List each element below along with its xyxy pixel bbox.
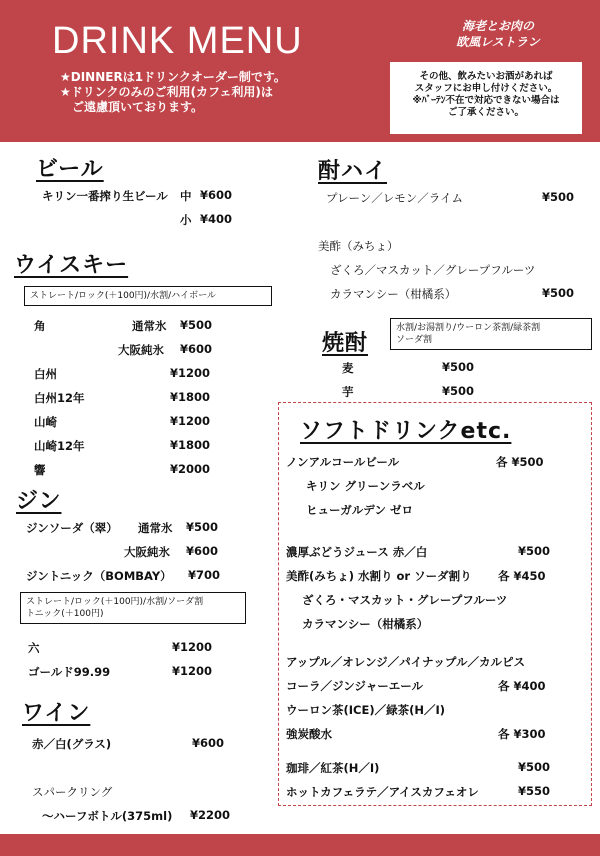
whisky-price: ¥1800 <box>170 438 211 452</box>
gin-style-line: ストレート/ロック(＋100円)/水割/ソーダ割 <box>26 597 204 607</box>
chuhai-heading: 酎ハイ <box>318 159 388 184</box>
order-notes <box>60 70 286 115</box>
whisky-item-name: 角 <box>34 319 46 333</box>
gin-price: ¥1200 <box>172 664 213 678</box>
chuhai-item-name: カラマンシー（柑橘系） <box>330 287 457 301</box>
gin-item-name: ゴールド99.99 <box>28 665 111 679</box>
whisky-item-name: 白州 <box>34 367 57 381</box>
gin-style-box <box>20 592 246 624</box>
whisky-heading: ウイスキー <box>14 253 129 278</box>
soft-price: ¥500 <box>518 544 551 558</box>
shochu-item-name: 芋 <box>342 385 354 399</box>
whisky-item-name: 山崎 <box>34 415 57 429</box>
soft-item-name: コーラ／ジンジャーエール <box>286 679 423 693</box>
gin-price: ¥500 <box>186 520 219 534</box>
whisky-item-name: 白州12年 <box>34 391 85 405</box>
info-line: スタッフにお申し付けください。 <box>414 83 558 94</box>
gin-style-line: トニック(＋100円) <box>26 609 104 619</box>
whisky-item-name: 山崎12年 <box>34 439 85 453</box>
soft-price: ¥500 <box>518 760 551 774</box>
wine-heading: ワイン <box>22 701 91 726</box>
whisky-price: ¥1800 <box>170 390 211 404</box>
beer-price: ¥600 <box>200 188 233 202</box>
gin-item-name: ジンソーダ（翠） <box>26 521 118 535</box>
ice-type: 通常氷 <box>132 319 167 333</box>
chuhai-item-name: 美酢（みちょ） <box>318 239 399 253</box>
shochu-style-line: ソーダ割 <box>396 335 433 345</box>
soft-price: 各 ¥500 <box>496 455 544 469</box>
chuhai-item-name: プレーン／レモン／ライム <box>326 191 463 205</box>
whisky-price: ¥1200 <box>170 366 211 380</box>
order-note: ★ドリンクのみのご利用(カフェ利用)は <box>60 85 273 99</box>
beer-size: 小 <box>180 213 192 227</box>
wine-price: ¥2200 <box>190 808 231 822</box>
footer-banner <box>0 834 600 856</box>
shochu-item-name: 麦 <box>342 361 354 375</box>
soft-item-name: 美酢(みちょ) 水割り or ソーダ割り <box>286 569 472 583</box>
gin-price: ¥600 <box>186 544 219 558</box>
soft-flavors: ざくろ・マスカット・グレープフルーツ <box>302 593 508 607</box>
whisky-price: ¥600 <box>180 342 213 356</box>
soft-item-name: キリン グリーンラベル <box>306 479 425 493</box>
shochu-heading: 焼酎 <box>322 331 369 356</box>
info-line: ご了承ください。 <box>447 107 524 118</box>
soft-price: ¥550 <box>518 784 551 798</box>
soft-price: 各 ¥450 <box>498 569 546 583</box>
shochu-style-line: 水割/お湯割り/ウーロン茶割/緑茶割 <box>396 323 541 333</box>
soft-item-name: ヒューガルデン ゼロ <box>306 503 414 517</box>
info-line: その他、飲みたいお酒があれば <box>419 71 553 82</box>
chuhai-price: ¥500 <box>542 286 575 300</box>
whisky-price: ¥1200 <box>170 414 211 428</box>
soft-item-name: 珈琲／紅茶(H／I) <box>286 761 380 775</box>
gin-price: ¥700 <box>188 568 221 582</box>
gin-price: ¥1200 <box>172 640 213 654</box>
soft-drink-heading: ソフトドリンクetc. <box>300 419 512 444</box>
soft-item-name: ノンアルコールビール <box>286 455 400 469</box>
wine-item-name: 赤／白(グラス) <box>32 737 112 751</box>
gin-item-name: 六 <box>28 641 40 655</box>
soft-flavors: カラマンシー（柑橘系） <box>302 617 429 631</box>
shochu-price: ¥500 <box>442 384 475 398</box>
beer-heading: ビール <box>36 157 104 182</box>
beer-size: 中 <box>180 189 192 203</box>
chuhai-flavors: ざくろ／マスカット／グレープフルーツ <box>330 263 536 277</box>
wine-item-name: スパークリング <box>32 785 113 799</box>
ice-type: 大阪純氷 <box>118 343 164 357</box>
tagline-line: 欧風レストラン <box>456 35 540 49</box>
shochu-style-box <box>390 318 592 350</box>
wine-price: ¥600 <box>192 736 225 750</box>
order-note: ★DINNERは1ドリンクオーダー制です。 <box>60 70 286 84</box>
info-box <box>390 62 582 134</box>
soft-item-name: 強炭酸水 <box>286 727 332 741</box>
gin-heading: ジン <box>16 489 62 514</box>
ice-type: 通常氷 <box>138 521 173 535</box>
info-line: ※ﾊﾞｰﾃﾝ不在で対応できない場合は <box>412 95 560 106</box>
menu-title: DRINK MENU <box>52 20 303 62</box>
wine-item-name: ～ハーフボトル(375ml) <box>42 809 173 823</box>
whisky-price: ¥500 <box>180 318 213 332</box>
soft-price: 各 ¥400 <box>498 679 546 693</box>
whisky-style-box: ストレート/ロック(＋100円)/水割/ハイボール <box>24 286 272 306</box>
shochu-price: ¥500 <box>442 360 475 374</box>
soft-item-name: ホットカフェラテ／アイスカフェオレ <box>286 785 479 799</box>
gin-item-name: ジントニック（BOMBAY） <box>26 569 172 583</box>
header-banner <box>0 0 600 142</box>
whisky-item-name: 響 <box>34 463 46 477</box>
chuhai-price: ¥500 <box>542 190 575 204</box>
restaurant-tagline <box>428 18 568 50</box>
soft-price: 各 ¥300 <box>498 727 546 741</box>
tagline-line: 海老とお肉の <box>461 19 534 33</box>
ice-type: 大阪純氷 <box>124 545 170 559</box>
soft-item-name: ウーロン茶(ICE)／緑茶(H／I) <box>286 703 445 717</box>
beer-price: ¥400 <box>200 212 233 226</box>
soft-item-name: アップル／オレンジ／パイナップル／カルピス <box>286 655 525 669</box>
beer-item: キリン一番搾り生ビール <box>42 189 168 203</box>
whisky-price: ¥2000 <box>170 462 211 476</box>
order-note: ご遠慮頂いております。 <box>72 100 204 114</box>
soft-item-name: 濃厚ぶどうジュース 赤／白 <box>286 545 428 559</box>
